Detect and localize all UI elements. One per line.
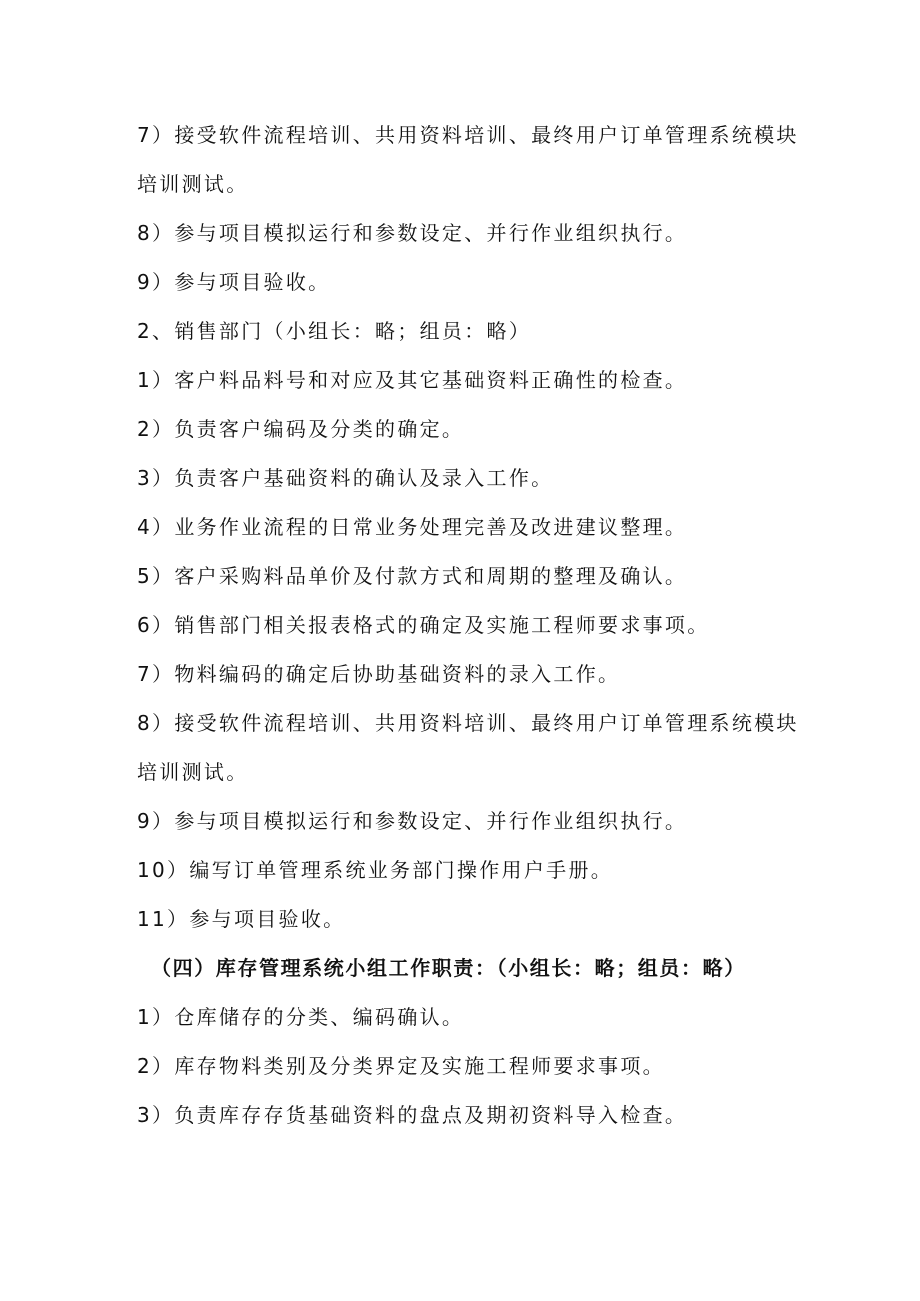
text-line: 培训测试。 (137, 172, 249, 196)
text-line: 8）接受软件流程培训、共用资料培训、最终用户订单管理系统模块 (137, 711, 799, 735)
text-line: 7）接受软件流程培训、共用资料培训、最终用户订单管理系统模块 (137, 123, 799, 147)
text-line: 11）参与项目验收。 (137, 907, 346, 931)
text-line: 10）编写订单管理系统业务部门操作用户手册。 (137, 858, 614, 882)
text-line: 6）销售部门相关报表格式的确定及实施工程师要求事项。 (137, 613, 710, 637)
text-line: 1）客户料品料号和对应及其它基础资料正确性的检查。 (137, 368, 688, 392)
text-line: 3）负责客户基础资料的确认及录入工作。 (137, 466, 554, 490)
text-line: 2）负责客户编码及分类的确定。 (137, 417, 465, 441)
text-line: 1）仓库储存的分类、编码确认。 (137, 1005, 465, 1029)
text-line: 8）参与项目模拟运行和参数设定、并行作业组织执行。 (137, 221, 688, 245)
text-line: 4）业务作业流程的日常业务处理完善及改进建议整理。 (137, 515, 688, 539)
document-body (137, 111, 797, 1140)
text-line: 5）客户采购料品单价及付款方式和周期的整理及确认。 (137, 564, 688, 588)
text-line: 9）参与项目模拟运行和参数设定、并行作业组织执行。 (137, 809, 688, 833)
section-heading-inventory: （四）库存管理系统小组工作职责：（小组长：略；组员：略） (151, 956, 746, 980)
section-title-sales: 2、销售部门（小组长：略；组员：略） (137, 319, 532, 343)
text-line: 2）库存物料类别及分类界定及实施工程师要求事项。 (137, 1054, 665, 1078)
text-line: 3）负责库存存货基础资料的盘点及期初资料导入检查。 (137, 1103, 688, 1127)
text-line: 培训测试。 (137, 760, 249, 784)
text-line: 9）参与项目验收。 (137, 270, 331, 294)
text-line: 7）物料编码的确定后协助基础资料的录入工作。 (137, 662, 621, 686)
